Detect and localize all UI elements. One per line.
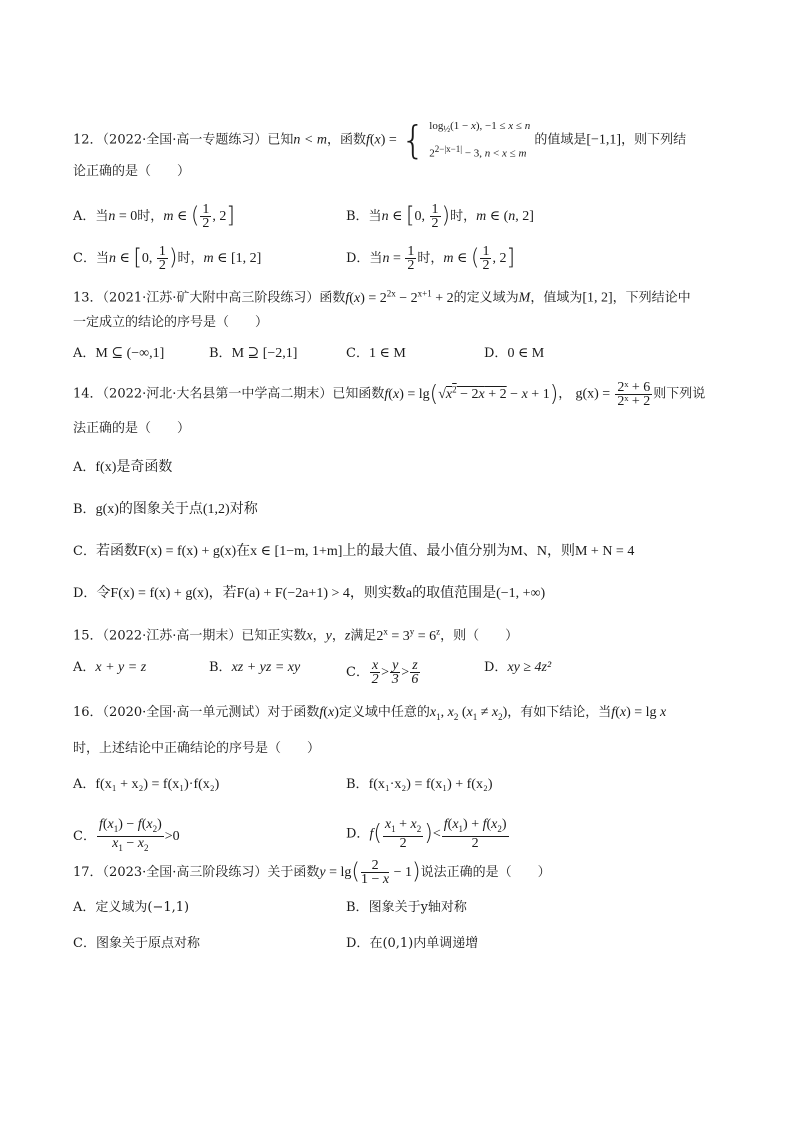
q12-cond: n < m [293,132,327,148]
q15-option-d: D．xy ≥ 4z² [484,660,552,675]
q16-option-d: D．f( $\frac{x_1 + x_2}{2}$ )< $\frac{f(x_1) + f(x_2)}{2}$ [346,817,507,851]
q12-fname: f [365,132,370,148]
q14-option-b: B．g(x)的图象关于点(1,2)对称 [73,502,258,517]
q12-piecewise: $\log_{\frac{1}{2}}(1 - x)$, −1 ≤ x ≤ n $2^{2-|x-1|} - 3$, n < x ≤ m [429,120,531,160]
q17-option-c: C．图象关于原点对称 [73,936,200,951]
q12-piecewise-brace: { [400,117,426,162]
q13-option-b: B．M ⊇ [−2,1] [209,346,298,361]
q12-option-d: D．当n = $\frac{1}{2}$ 时，m ∈ ( $\frac{1}{2}$ , 2] [346,244,516,273]
q16-stem-line2: 时，上述结论中正确结论的序号是（ ） [73,741,321,756]
q15-option-a: A．x + y = z [73,660,147,675]
q13-option-d: D．0 ∈ M [484,346,545,361]
q17-option-b: B．图象关于y轴对称 [346,900,467,915]
q16-option-a: A．f(x₁ + x₂) = f(x₁)·f(x₂) [73,777,220,792]
q13-option-a: A．M ⊆ (−∞,1] [73,346,165,361]
q13-option-c: C．1 ∈ M [346,346,406,361]
q12-option-b: B．当n ∈ [0, $\frac{1}{2}$ )时，m ∈ (n, 2] [346,202,534,231]
q12-source: 12．（2022·全国·高一专题练习）已知 [73,132,294,148]
q12-option-a: A．当n = 0时，m ∈ ( $\frac{1}{2}$ , 2] [73,202,235,231]
q14-stem-line2: 法正确的是（ ） [73,421,191,436]
q16-option-b: B．f(x₁·x₂) = f(x₁) + f(x₂) [346,777,493,792]
q15-option-b: B．xz + yz = xy [209,660,301,675]
q17-stem: 17．（2023·全国·高三阶段练习）关于函数y = lg( $\frac{2}{1 - x}$ − 1)说法正确的是（ ） [73,858,551,887]
q13-stem-line1: 13．（2021·江苏·矿大附中高三阶段练习）函数$f(x) = 2^{2x} - 2^{x+1} + 2$的定义域为M，值域为[1, 2]，下列结论中 [73,288,691,306]
q17-option-d: D．在(0,1)内单调递增 [346,936,479,951]
q12-option-c: C．当n ∈ [0, $\frac{1}{2}$ )时，m ∈ [1, 2] [73,244,262,273]
q13-stem-line2: 一定成立的结论的序号是（ ） [73,315,269,330]
q12-stem-line1: 12．（2022·全国·高一专题练习）已知n < m，函数f(x) = { $\log_{\frac{1}{2}}(1 - x)$, −1 ≤ x ≤ n $2^{2-|x-1|} - 3$, n < x ≤ m 的值域是[−1,1]，则下列结 [73,117,687,162]
q16-stem-line1: 16．（2020·全国·高一单元测试）对于函数f(x)定义域中任意的$x_1$, $x_2$ $(x_1 \ne x_2)$，有如下结论，当f(x) = lg x [73,705,667,722]
q15-stem: 15．（2022·江苏·高一期末）已知正实数x，y，z满足$2^x = 3^y = 6^z$，则（ ） [73,626,519,644]
q14-option-c: C．若函数F(x) = f(x) + g(x)在x ∈ [1−m, 1+m]上的最大值、最小值分别为M、N，则M + N = 4 [73,544,635,559]
q14-option-a: A．f(x)是奇函数 [73,460,173,475]
q12-stem-line2: 论正确的是（ ） [73,164,191,179]
q17-option-a: A．定义域为(−1,1) [73,900,190,915]
q12-range: [−1,1] [586,132,622,148]
q16-option-c: C． $\frac{f(x_1) - f(x_2)}{x_1 - x_2}$ >0 [73,817,180,853]
q15-option-c: C． $\frac{x}{2}$ > $\frac{y}{3}$ > $\frac{z}{6}$ [346,658,419,687]
q14-stem-line1: 14．（2022·河北·大名县第一中学高二期末）已知函数$f(x) = \lg(√x^2 - 2x + 2 - x + 1)$， g(x) = $\frac{\text{2ˣ + 6}}{\text{2ˣ + 2}}$ 则下列说 [73,379,706,409]
q14-g-fraction: $\frac{\text{2ˣ + 6}}{\text{2ˣ + 2}}$ [617,379,651,409]
q13-range: [1, 2] [582,290,613,306]
q14-option-d: D．令F(x) = f(x) + g(x)，若F(a) + F(−2a+1) > 4，则实数a的取值范围是(−1, +∞) [73,586,546,601]
